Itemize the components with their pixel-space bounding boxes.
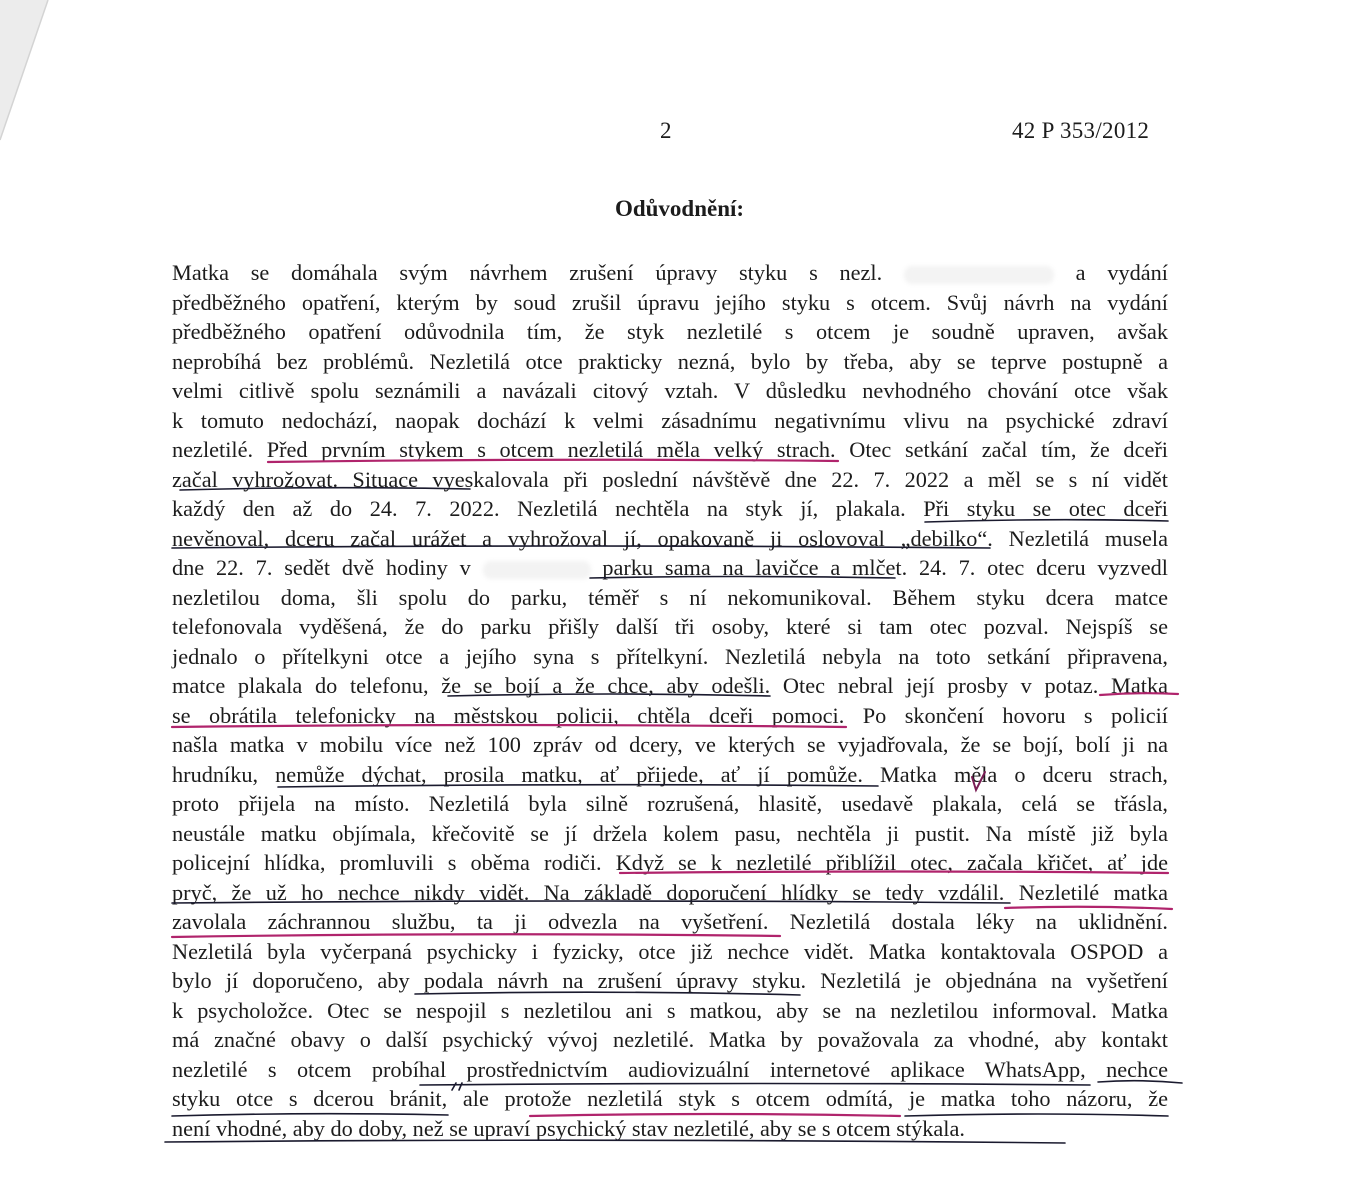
text-line: k psycholožce. Otec se nespojil s nezletilou ani s matkou, aby se na nezletilou informoval. Matka <box>172 997 1168 1023</box>
redacted-name <box>904 266 1054 284</box>
page-corner-fold <box>0 0 60 150</box>
text-line: neustále matku objímala, křečovitě se jí držela kolem pasu, nechtěla ji pustit. Na místě již byla <box>172 820 1168 846</box>
text-line: Matka se domáhala svým návrhem zrušení úpravy styku s nezl. a vydání <box>172 260 1168 285</box>
redacted-place <box>483 561 591 579</box>
text-line: velmi citlivě spolu seznámili a navázali citový vztah. V důsledku nevhodného chování otce však <box>172 378 1168 403</box>
text-line: začal vyhrožovat. Situace vyeskalovala při poslední návštěvě dne 22. 7. 2022 a měl se s ní vidět <box>172 466 1168 492</box>
text-line: zavolala záchrannou službu, ta ji odvezla na vyšetření. Nezletilá dostala léky na uklidnění. <box>172 909 1168 934</box>
text-line: telefonovala vyděšená, že do parku přišly další tři osoby, které si tam otec pozval. Nejspíš se <box>172 614 1168 639</box>
body-paragraph <box>172 258 1168 1143</box>
text-line: nezletilé. Před prvním stykem s otcem nezletilá měla velký strach. Otec setkání začal tím, že dceři <box>172 437 1168 462</box>
text-line: předběžného opatření odůvodnila tím, že styk nezletilé s otcem je soudně upraven, avšak <box>172 319 1168 344</box>
text-line: není vhodné, aby do doby, než se upraví psychický stav nezletilé, aby se s otcem stýkala. <box>172 1115 965 1141</box>
text-line: našla matka v mobilu více než 100 zpráv od dcery, ve kterých se vyjadřovala, že se bojí, bolí ji na <box>172 732 1168 757</box>
text-line: předběžného opatření, kterým by soud zrušil úpravu jejího styku s otcem. Svůj návrh na vydání <box>172 289 1168 315</box>
text-line: hrudníku, nemůže dýchat, prosila matku, ať přijede, ať jí pomůže. Matka měla o dceru strach, <box>172 761 1168 787</box>
section-heading: Odůvodnění: <box>614 196 745 221</box>
text-line: nezletilou doma, šli spolu do parku, téměř s ní nekomunikoval. Během styku dcera matce <box>172 584 1168 610</box>
case-number: 42 P 353/2012 <box>1012 118 1150 143</box>
text-line: bylo jí doporučeno, aby podala návrh na zrušení úpravy styku. Nezletilá je objednána na vyšetření <box>172 968 1168 993</box>
text-line: Nezletilá byla vyčerpaná psychicky i fyzicky, otce již nechce vidět. Matka kontaktovala OSPOD a <box>172 938 1168 964</box>
text-line: má značné obavy o další psychický vývoj nezletilé. Matka by považovala za vhodné, aby kontakt <box>172 1027 1168 1052</box>
text-line: matce plakala do telefonu, že se bojí a že chce, aby odešli. Otec nebral její prosby v potaz. Matka <box>172 673 1168 698</box>
text-line: jednalo o přítelkyni otce a jejího syna s přítelkyní. Nezletilá nebyla na toto setkání připravena, <box>172 643 1168 669</box>
text-line: policejní hlídka, promluvili s oběma rodiči. Když se k nezletilé přiblížil otec, začala křičet, ať jde <box>172 850 1168 875</box>
text-line: k tomuto nedochází, naopak dochází k velmi zásadnímu negativnímu vlivu na psychické zdraví <box>172 407 1168 433</box>
text-line: každý den až do 24. 7. 2022. Nezletilá nechtěla na styk jí, plakala. Při styku se otec dceři <box>172 496 1168 521</box>
text-line: nezletilé s otcem probíhal prostřednictvím audiovizuální internetové aplikace WhatsApp, nechce <box>172 1056 1168 1082</box>
text-line: pryč, že už ho nechce nikdy vidět. Na základě doporučení hlídky se tedy vzdálil. Nezletilé matka <box>172 879 1168 905</box>
text-line: styku otce s dcerou bránit, ale protože nezletilá styk s otcem odmítá, je matka toho názoru, že <box>172 1086 1168 1111</box>
text-line: neprobíhá bez problémů. Nezletilá otce prakticky nezná, bylo by třeba, aby se teprve postupně a <box>172 348 1168 374</box>
page-number: 2 <box>660 118 672 143</box>
text-line: nevěnoval, dceru začal urážet a vyhrožoval jí, opakovaně ji oslovoval „debilko“. Nezletilá musela <box>172 525 1168 551</box>
text-line: se obrátila telefonicky na městskou policii, chtěla dceři pomoci. Po skončení hovoru s policií <box>172 702 1168 728</box>
text-line: proto přijela na místo. Nezletilá byla silně rozrušená, hlasitě, usedavě plakala, celá se třásla, <box>172 791 1168 816</box>
text-line: dne 22. 7. sedět dvě hodiny v parku sama na lavičce a mlčet. 24. 7. otec dceru vyzvedl <box>172 555 1169 580</box>
